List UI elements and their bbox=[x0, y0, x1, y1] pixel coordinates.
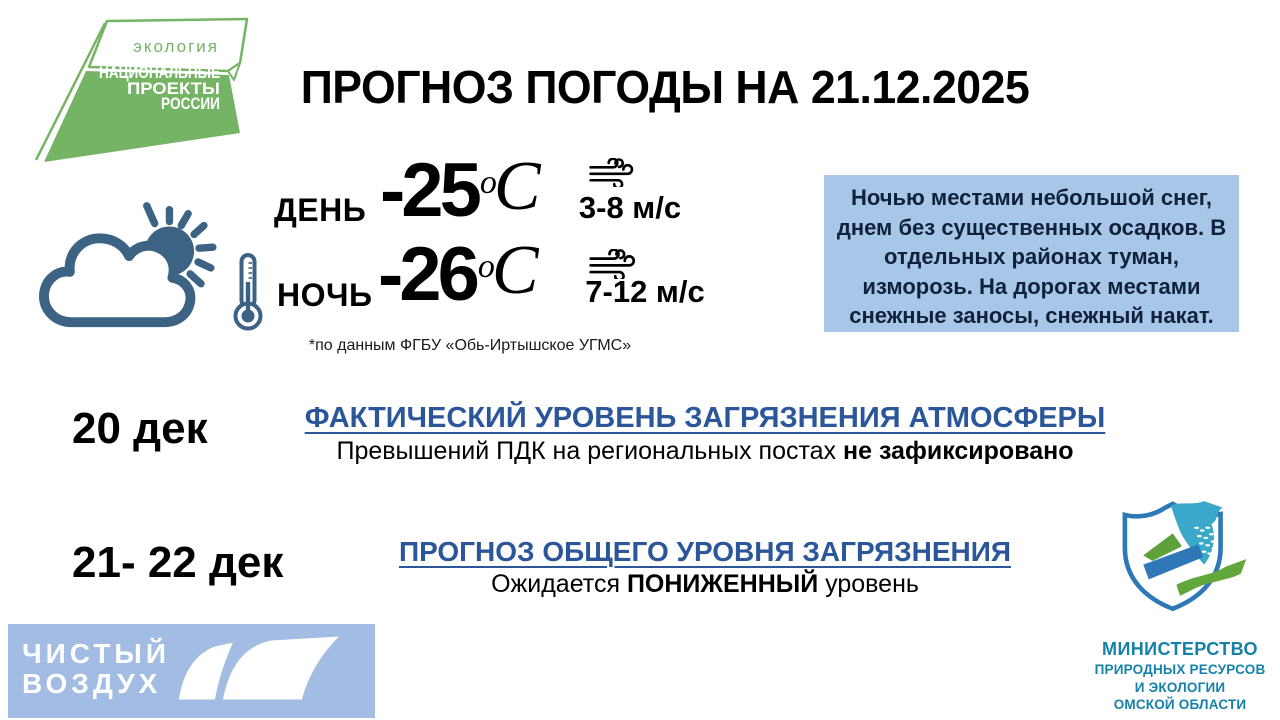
ministry-line2: ПРИРОДНЫХ РЕСУРСОВ bbox=[1094, 662, 1266, 677]
ministry-line4: ОМСКОЙ ОБЛАСТИ bbox=[1113, 697, 1247, 712]
day-degree-mark: о bbox=[479, 164, 497, 201]
night-wind-speed: 7-12 м/с bbox=[585, 274, 705, 309]
weather-advisory-box bbox=[824, 175, 1239, 332]
outlook-body-pre: Ожидается bbox=[491, 570, 627, 598]
cloud-outline bbox=[44, 238, 190, 322]
clean-air-logo bbox=[8, 624, 375, 718]
actual-pollution-heading: ФАКТИЧЕСКИЙ УРОВЕНЬ ЗАГРЯЗНЕНИЯ АТМОСФЕРЫ bbox=[304, 402, 1106, 434]
night-degree-mark: о bbox=[477, 248, 495, 285]
ministry-line1: МИНИСТЕРСТВО bbox=[1102, 639, 1258, 659]
advisory-line: отдельных районах туман, bbox=[884, 244, 1179, 269]
day-temperature bbox=[380, 148, 541, 233]
outlook-pollution-heading: ПРОГНОЗ ОБЩЕГО УРОВНЯ ЗАГРЯЗНЕНИЯ bbox=[398, 536, 1012, 567]
data-source-note: *по данным ФГБУ «Обь-Иртышское УГМС» bbox=[308, 337, 632, 354]
night-celsius: С bbox=[491, 232, 539, 309]
advisory-line: Ночью местами небольшой снег, bbox=[850, 185, 1213, 210]
day-wind-speed: 3-8 м/с bbox=[578, 190, 682, 225]
actual-body-bold: не зафиксировано bbox=[843, 437, 1074, 465]
ministry-name bbox=[1080, 638, 1280, 714]
actual-date: 20 дек bbox=[72, 404, 208, 453]
thermometer-icon bbox=[230, 252, 266, 332]
advisory-line: изморозь. На дорогах местами bbox=[862, 273, 1201, 299]
national-projects-ecology-logo bbox=[14, 6, 249, 171]
logo-line3: РОССИИ bbox=[161, 94, 220, 113]
advisory-line: днем без существенных осадков. В bbox=[836, 214, 1227, 240]
outlook-date: 21- 22 дек bbox=[72, 538, 284, 587]
day-label: ДЕНЬ bbox=[274, 192, 367, 228]
clean-air-wordmark bbox=[22, 639, 170, 699]
wings-icon bbox=[177, 636, 343, 700]
cloud-sun-icon bbox=[30, 192, 228, 335]
night-label: НОЧЬ bbox=[277, 277, 373, 313]
clean-air-line2: ВОЗДУХ bbox=[22, 668, 162, 699]
page-title: ПРОГНОЗ ПОГОДЫ НА 21.12.2025 bbox=[300, 61, 1030, 113]
logo-tagline: экология bbox=[133, 37, 219, 56]
outlook-body-post: уровень bbox=[818, 570, 919, 598]
actual-body-text: Превышений ПДК на региональных постах bbox=[336, 437, 843, 465]
outlook-body-bold: ПОНИЖЕННЫЙ bbox=[626, 570, 819, 598]
day-celsius: С bbox=[493, 148, 541, 225]
night-temp-value: -26 bbox=[378, 232, 476, 317]
clean-air-line1: ЧИСТЫЙ bbox=[22, 638, 170, 669]
night-temperature bbox=[378, 232, 539, 317]
actual-pollution-body bbox=[240, 437, 1170, 466]
wind-icon bbox=[588, 158, 638, 187]
ministry-emblem-icon bbox=[1112, 497, 1250, 623]
ministry-line3: И ЭКОЛОГИИ bbox=[1134, 679, 1226, 695]
advisory-line: снежные заносы, снежный накат. bbox=[849, 303, 1214, 328]
logo-line2: ПРОЕКТЫ bbox=[127, 79, 220, 98]
outlook-pollution-body bbox=[240, 570, 1170, 599]
day-temp-value: -25 bbox=[380, 148, 478, 233]
logo-line1: НАЦИОНАЛЬНЫЕ bbox=[99, 63, 220, 82]
